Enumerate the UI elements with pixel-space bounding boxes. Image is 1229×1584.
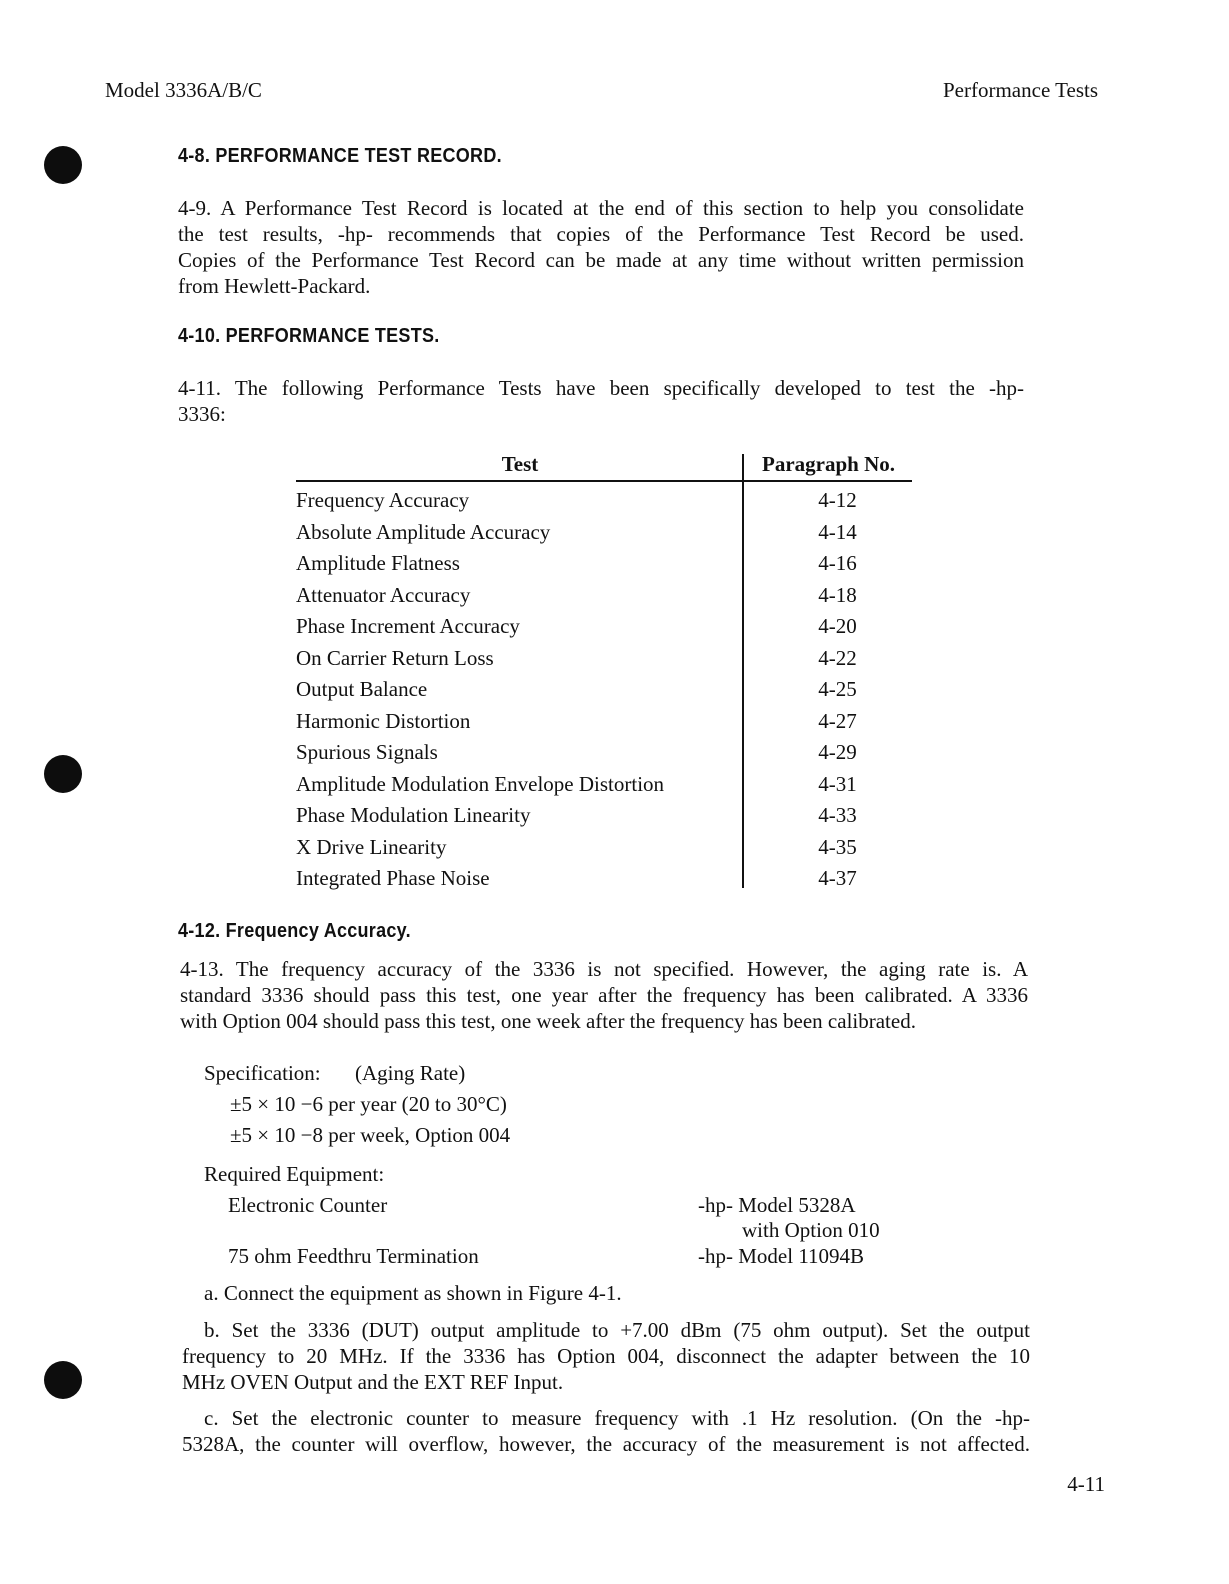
paragraph-line: 5328A, the counter will overflow, however, the accuracy of the measurement is not affected. xyxy=(182,1432,1030,1456)
test-name: Amplitude Modulation Envelope Distortion xyxy=(296,771,665,796)
paragraph-line: from Hewlett-Packard. xyxy=(178,274,371,298)
test-name: X Drive Linearity xyxy=(296,834,447,859)
spec-line-2: ±5 × 10 −8 per week, Option 004 xyxy=(230,1123,511,1147)
paragraph-number: 4-29 xyxy=(818,740,857,764)
heading-4-8: 4-8. PERFORMANCE TEST RECORD. xyxy=(178,145,502,167)
table-header-test: Test xyxy=(501,452,539,476)
step-c xyxy=(182,1405,1030,1457)
binder-hole-top xyxy=(44,146,82,184)
step-a: a. Connect the equipment as shown in Figure 4-1. xyxy=(204,1281,622,1305)
paragraph-4-9 xyxy=(178,195,1024,299)
performance-tests-table xyxy=(296,450,912,892)
paragraph-number: 4-20 xyxy=(818,614,857,638)
table-header-paragraph: Paragraph No. xyxy=(762,452,895,476)
paragraph-number: 4-18 xyxy=(818,582,857,607)
test-name: Integrated Phase Noise xyxy=(296,866,490,890)
paragraph-line: 3336: xyxy=(178,402,226,426)
equipment-item-2-model: -hp- Model 11094B xyxy=(698,1244,865,1268)
paragraph-number: 4-22 xyxy=(818,645,857,670)
equipment-item-1: Electronic Counter xyxy=(228,1193,388,1217)
test-name: Absolute Amplitude Accuracy xyxy=(296,519,551,544)
paragraph-line: 4-9. A Performance Test Record is located at the end of this section to help you consolidate xyxy=(178,196,1024,220)
table-row xyxy=(296,611,912,643)
running-header-left: Model 3336A/B/C xyxy=(105,78,262,102)
binder-hole-middle xyxy=(44,755,82,793)
table-row xyxy=(296,832,912,864)
paragraph-number: 4-16 xyxy=(818,551,857,575)
table-row xyxy=(296,863,912,895)
heading-4-12: 4-12. Frequency Accuracy. xyxy=(178,920,411,942)
table-row xyxy=(296,800,912,832)
binder-hole-bottom xyxy=(44,1361,82,1399)
table-row xyxy=(296,737,912,769)
paragraph-number: 4-14 xyxy=(818,519,857,544)
page-number: 4-11 xyxy=(1067,1472,1105,1496)
test-name: Harmonic Distortion xyxy=(296,708,471,733)
table-row xyxy=(296,674,912,706)
paragraph-line: the test results, -hp- recommends that copies of the Performance Test Record be used. xyxy=(178,222,1024,246)
test-name: Phase Modulation Linearity xyxy=(296,803,531,827)
paragraph-number: 4-25 xyxy=(818,677,857,701)
spec-sub: (Aging Rate) xyxy=(355,1061,466,1085)
paragraph-number: 4-37 xyxy=(818,866,857,890)
paragraph-4-13 xyxy=(180,956,1028,1034)
equipment-label: Required Equipment: xyxy=(204,1162,385,1186)
test-name: Phase Increment Accuracy xyxy=(296,614,520,638)
test-name: Amplitude Flatness xyxy=(296,551,460,575)
paragraph-number: 4-33 xyxy=(818,803,857,827)
paragraph-number: 4-31 xyxy=(818,771,857,796)
spec-label: Specification: xyxy=(204,1061,321,1085)
table-row xyxy=(296,580,912,612)
test-name: Output Balance xyxy=(296,677,428,701)
paragraph-line: b. Set the 3336 (DUT) output amplitude to +7.00 dBm (75 ohm output). Set the output xyxy=(204,1318,1030,1342)
paragraph-line: 4-13. The frequency accuracy of the 3336 is not specified. However, the aging rate is. A xyxy=(180,957,1028,981)
paragraph-number: 4-27 xyxy=(818,708,857,733)
paragraph-line: MHz OVEN Output and the EXT REF Input. xyxy=(182,1370,564,1394)
table-row xyxy=(296,643,912,675)
table-row xyxy=(296,517,912,549)
test-name: On Carrier Return Loss xyxy=(296,645,494,670)
equipment-item-2: 75 ohm Feedthru Termination xyxy=(228,1244,479,1268)
table-body xyxy=(296,485,912,895)
step-b xyxy=(182,1317,1030,1395)
paragraph-4-11 xyxy=(178,375,1024,427)
paragraph-line: with Option 004 should pass this test, one week after the frequency has been calibrated. xyxy=(180,1009,916,1033)
table-row xyxy=(296,548,912,580)
paragraph-line: frequency to 20 MHz. If the 3336 has Option 004, disconnect the adapter between the 10 xyxy=(182,1344,1030,1368)
paragraph-line: c. Set the electronic counter to measure frequency with .1 Hz resolution. (On the -hp- xyxy=(204,1406,1030,1430)
heading-4-10: 4-10. PERFORMANCE TESTS. xyxy=(178,325,440,347)
paragraph-line: 4-11. The following Performance Tests have been specifically developed to test the -hp- xyxy=(178,376,1024,400)
paragraph-number: 4-35 xyxy=(818,834,857,859)
test-name: Attenuator Accuracy xyxy=(296,582,471,607)
equipment-item-1-option: with Option 010 xyxy=(742,1218,880,1242)
table-row xyxy=(296,769,912,801)
paragraph-line: Copies of the Performance Test Record can be made at any time without written permission xyxy=(178,248,1024,272)
test-name: Frequency Accuracy xyxy=(296,488,470,512)
test-name: Spurious Signals xyxy=(296,740,438,764)
table-header-rule xyxy=(296,480,912,482)
paragraph-line: standard 3336 should pass this test, one year after the frequency has been calibrated. A 3336 xyxy=(180,983,1028,1007)
table-row xyxy=(296,706,912,738)
equipment-item-1-model: -hp- Model 5328A xyxy=(698,1193,856,1217)
table-row xyxy=(296,485,912,517)
running-header-right: Performance Tests xyxy=(942,78,1098,102)
paragraph-number: 4-12 xyxy=(818,488,857,512)
spec-line-1: ±5 × 10 −6 per year (20 to 30°C) xyxy=(230,1092,507,1116)
